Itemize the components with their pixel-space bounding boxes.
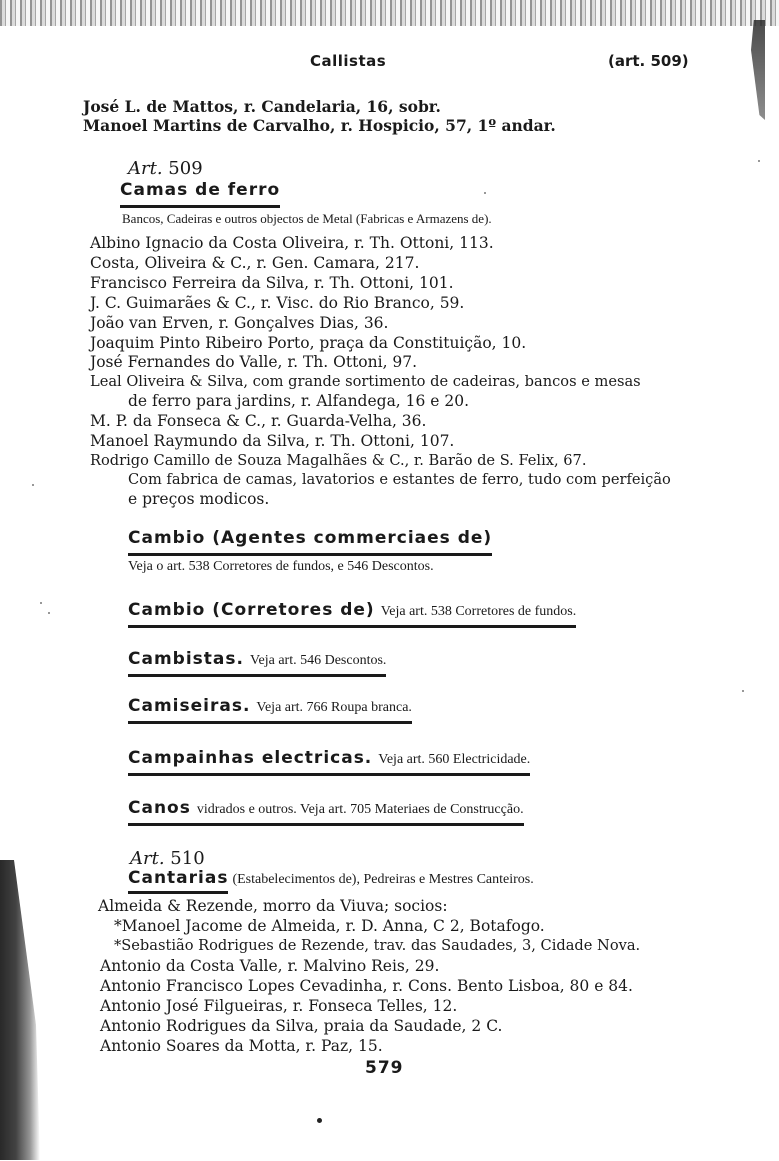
section-heading-campainhas <box>128 748 530 776</box>
scan-speck <box>758 160 760 162</box>
heading-text: Cambistas. <box>128 649 244 669</box>
cross-reference: Veja art. 538 Corretores de fundos. <box>380 604 577 619</box>
article-label-509 <box>128 158 203 179</box>
heading-text: Cambio (Corretores de) <box>128 600 375 620</box>
heading-text: Cantarias <box>128 868 228 894</box>
section-heading-camiseiras <box>128 696 412 724</box>
list-item: Joaquim Pinto Ribeiro Porto, praça da Constituição, 10. <box>90 334 527 352</box>
scan-speck <box>484 192 486 194</box>
article-number: 510 <box>170 848 205 869</box>
section-heading-cambio-corretores <box>128 600 576 628</box>
section-heading-cantarias <box>128 868 534 888</box>
page-number: 579 <box>365 1058 404 1078</box>
list-item-continuation: de ferro para jardins, r. Alfandega, 16 e 20. <box>128 392 470 410</box>
section-heading-canos <box>128 798 524 826</box>
cross-reference: Veja art. 766 Roupa branca. <box>256 700 412 715</box>
list-item: Antonio da Costa Valle, r. Malvino Reis, 29. <box>100 957 440 975</box>
list-item-continuation: e preços modicos. <box>128 490 270 508</box>
scan-speck <box>48 612 50 614</box>
section-subheading: Bancos, Cadeiras e outros objectos de Metal (Fabricas e Armazens de). <box>122 211 492 226</box>
section-heading-camas: Camas de ferro <box>120 180 280 208</box>
list-item: M. P. da Fonseca & C., r. Guarda-Velha, 36. <box>90 412 427 430</box>
cross-reference: vidrados e outros. Veja art. 705 Materiaes de Construcção. <box>196 802 524 817</box>
list-item: Manoel Raymundo da Silva, r. Th. Ottoni, 107. <box>90 432 455 450</box>
list-item: Costa, Oliveira & C., r. Gen. Camara, 217. <box>90 254 420 272</box>
list-item-continuation: Com fabrica de camas, lavatorios e estantes de ferro, tudo com perfeição <box>128 471 671 488</box>
heading-text: Canos <box>128 798 191 818</box>
list-item: Francisco Ferreira da Silva, r. Th. Ottoni, 101. <box>90 274 454 292</box>
cross-reference: Veja art. 546 Descontos. <box>249 653 387 668</box>
list-item: Antonio Francisco Lopes Cevadinha, r. Cons. Bento Lisboa, 80 e 84. <box>100 977 633 995</box>
list-item: Rodrigo Camillo de Souza Magalhães & C., r. Barão de S. Felix, 67. <box>90 452 587 469</box>
article-number: 509 <box>168 158 203 179</box>
list-item: Antonio Soares da Motta, r. Paz, 15. <box>100 1037 383 1055</box>
article-word: Art. <box>130 848 165 869</box>
book-spine-shadow <box>0 860 40 1160</box>
running-title: Callistas <box>310 52 387 70</box>
scan-edge-artifact <box>0 0 779 26</box>
cross-reference: Veja art. 560 Electricidade. <box>378 752 531 767</box>
section-subheading: (Estabelecimentos de), Pedreiras e Mestres Canteiros. <box>232 872 534 887</box>
section-heading-cambistas <box>128 649 386 677</box>
list-item: Leal Oliveira & Silva, com grande sortimento de cadeiras, bancos e mesas <box>90 373 641 390</box>
intro-line: Manoel Martins de Carvalho, r. Hospicio, 57, 1º andar. <box>83 116 556 135</box>
scan-speck <box>32 484 34 486</box>
article-word: Art. <box>128 158 163 179</box>
intro-line: José L. de Mattos, r. Candelaria, 16, sobr. <box>83 97 441 116</box>
list-item: João van Erven, r. Gonçalves Dias, 36. <box>90 314 389 332</box>
heading-text: Camiseiras. <box>128 696 251 716</box>
list-item-partner: *Sebastião Rodrigues de Rezende, trav. das Saudades, 3, Cidade Nova. <box>114 937 641 954</box>
running-header <box>0 52 779 78</box>
article-label-510 <box>130 848 205 869</box>
print-dot <box>317 1118 322 1123</box>
list-item: Antonio José Filgueiras, r. Fonseca Telles, 12. <box>100 997 458 1015</box>
list-item: Almeida & Rezende, morro da Viuva; socios: <box>98 897 448 915</box>
list-item: José Fernandes do Valle, r. Th. Ottoni, 97. <box>90 353 418 371</box>
cross-reference: Veja o art. 538 Corretores de fundos, e 546 Descontos. <box>128 559 434 574</box>
section-heading-cambio-agentes: Cambio (Agentes commerciaes de) <box>128 528 492 556</box>
list-item: Antonio Rodrigues da Silva, praia da Saudade, 2 C. <box>100 1017 503 1035</box>
list-item-partner: *Manoel Jacome de Almeida, r. D. Anna, C 2, Botafogo. <box>114 917 545 935</box>
list-item: J. C. Guimarães & C., r. Visc. do Rio Branco, 59. <box>90 294 465 312</box>
scan-speck <box>742 690 744 692</box>
heading-text: Campainhas electricas. <box>128 748 373 768</box>
list-item: Albino Ignacio da Costa Oliveira, r. Th. Ottoni, 113. <box>90 234 494 252</box>
scan-speck <box>40 602 42 604</box>
running-article-ref: (art. 509) <box>608 52 689 70</box>
